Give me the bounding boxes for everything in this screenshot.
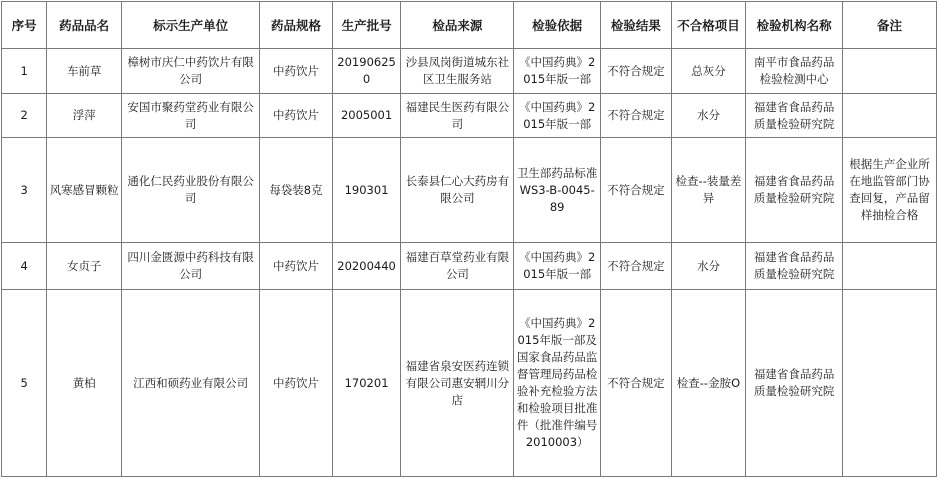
cell-producer: 四川金匮源中药科技有限公司 — [122, 243, 260, 290]
cell-no: 1 — [2, 49, 47, 94]
cell-basis: 《中国药典》2015年版一部及国家食品药品监督管理局药品检验补充检验方法和检验项目批准件（批准件编号2010003） — [514, 290, 601, 477]
cell-failed-item: 检查--金胺O — [671, 290, 746, 477]
header-row — [2, 2, 937, 49]
cell-source: 沙县凤岗街道城东社区卫生服务站 — [401, 49, 514, 94]
cell-institution: 南平市食品药品检验检测中心 — [746, 49, 843, 94]
cell-institution: 福建省食品药品质量检验研究院 — [746, 138, 843, 243]
header-remark: 备注 — [843, 2, 937, 49]
table-row — [2, 243, 937, 290]
header-basis: 检验依据 — [514, 2, 601, 49]
cell-batch: 201906250 — [332, 49, 401, 94]
cell-institution: 福建省食品药品质量检验研究院 — [746, 243, 843, 290]
inspection-results-table — [1, 1, 937, 477]
cell-basis: 卫生部药品标准WS3-B-0045-89 — [514, 138, 601, 243]
cell-producer: 樟树市庆仁中药饮片有限公司 — [122, 49, 260, 94]
cell-no: 5 — [2, 290, 47, 477]
header-result: 检验结果 — [601, 2, 672, 49]
cell-spec: 中药饮片 — [260, 290, 333, 477]
cell-no: 4 — [2, 243, 47, 290]
cell-batch: 170201 — [332, 290, 401, 477]
cell-batch: 2005001 — [332, 94, 401, 138]
cell-remark: 根据生产企业所在地监管部门协查回复，产品留样抽检合格 — [843, 138, 937, 243]
cell-name: 黄柏 — [47, 290, 122, 477]
cell-failed-item: 检查--装量差异 — [671, 138, 746, 243]
cell-spec: 中药饮片 — [260, 94, 333, 138]
cell-source: 长泰县仁心大药房有限公司 — [401, 138, 514, 243]
cell-spec: 中药饮片 — [260, 243, 333, 290]
cell-producer: 江西和硕药业有限公司 — [122, 290, 260, 477]
cell-basis: 《中国药典》2015年版一部 — [514, 243, 601, 290]
header-name: 药品品名 — [47, 2, 122, 49]
cell-result: 不符合规定 — [601, 290, 672, 477]
header-no: 序号 — [2, 2, 47, 49]
cell-batch: 190301 — [332, 138, 401, 243]
header-institution: 检验机构名称 — [746, 2, 843, 49]
cell-failed-item: 水分 — [671, 243, 746, 290]
cell-source: 福建民生医药有限公司 — [401, 94, 514, 138]
cell-result: 不符合规定 — [601, 138, 672, 243]
header-producer: 标示生产单位 — [122, 2, 260, 49]
table-row — [2, 138, 937, 243]
cell-batch: 20200440 — [332, 243, 401, 290]
header-failed-item: 不合格项目 — [671, 2, 746, 49]
header-spec: 药品规格 — [260, 2, 333, 49]
cell-name: 风寒感冒颗粒 — [47, 138, 122, 243]
cell-remark — [843, 94, 937, 138]
header-batch: 生产批号 — [332, 2, 401, 49]
cell-name: 女贞子 — [47, 243, 122, 290]
cell-no: 2 — [2, 94, 47, 138]
cell-result: 不符合规定 — [601, 94, 672, 138]
cell-remark — [843, 290, 937, 477]
cell-remark — [843, 49, 937, 94]
table-row — [2, 290, 937, 477]
header-source: 检品来源 — [401, 2, 514, 49]
cell-result: 不符合规定 — [601, 243, 672, 290]
cell-basis: 《中国药典》2015年版一部 — [514, 49, 601, 94]
cell-institution: 福建省食品药品质量检验研究院 — [746, 94, 843, 138]
cell-basis: 《中国药典》2015年版一部 — [514, 94, 601, 138]
cell-result: 不符合规定 — [601, 49, 672, 94]
cell-name: 车前草 — [47, 49, 122, 94]
cell-producer: 通化仁民药业股份有限公司 — [122, 138, 260, 243]
cell-spec: 中药饮片 — [260, 49, 333, 94]
cell-name: 浮萍 — [47, 94, 122, 138]
cell-spec: 每袋装8克 — [260, 138, 333, 243]
cell-remark — [843, 243, 937, 290]
table-row — [2, 94, 937, 138]
cell-source: 福建省泉安医药连锁有限公司惠安辋川分店 — [401, 290, 514, 477]
table-row — [2, 49, 937, 94]
cell-failed-item: 总灰分 — [671, 49, 746, 94]
cell-no: 3 — [2, 138, 47, 243]
cell-institution: 福建省食品药品质量检验研究院 — [746, 290, 843, 477]
cell-source: 福建百草堂药业有限公司 — [401, 243, 514, 290]
cell-failed-item: 水分 — [671, 94, 746, 138]
cell-producer: 安国市聚药堂药业有限公司 — [122, 94, 260, 138]
